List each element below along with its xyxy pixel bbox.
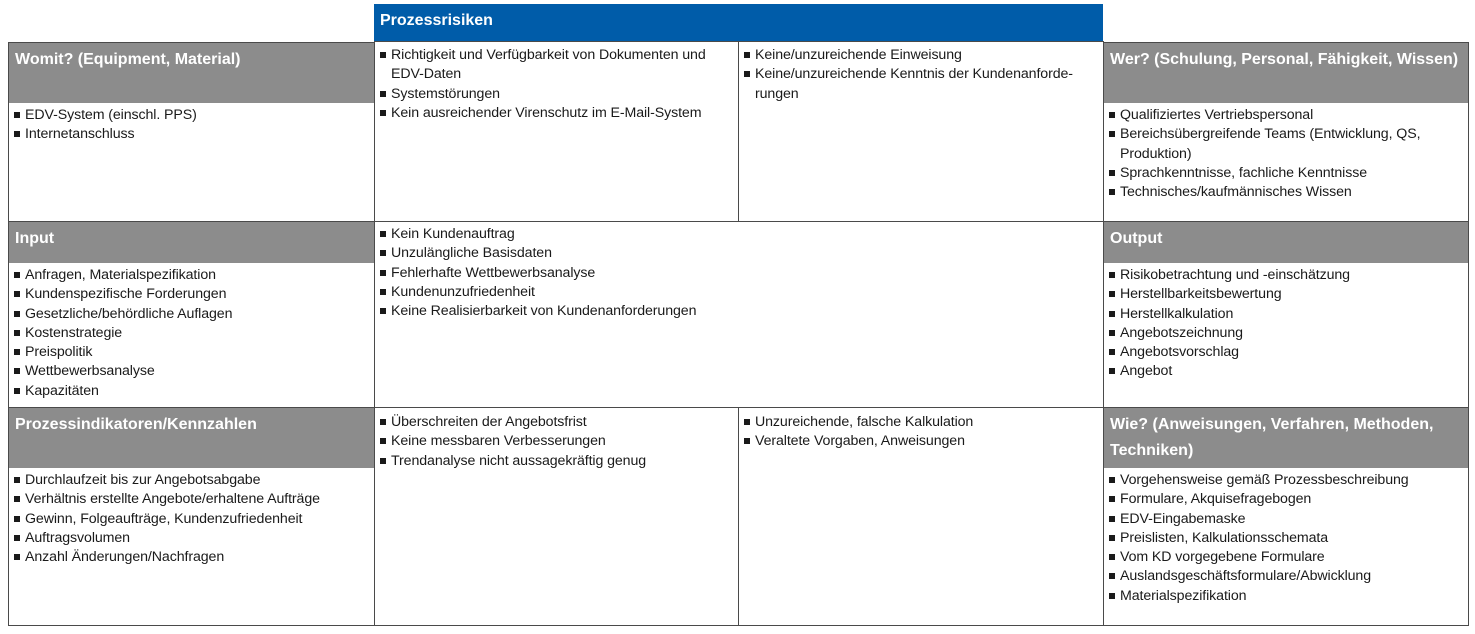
list-item: EDV-Eingabemaske [1109,510,1464,529]
risks-indicators-list [380,413,734,471]
indicators-cell [8,407,375,626]
list-item: Fehlerhafte Wettbewerbsanalyse [380,264,1099,283]
list-item: Herstellbarkeitsbewertung [1109,285,1464,304]
risks-equipment-cell [374,41,739,222]
list-item: Kapazitäten [14,382,370,401]
list-item: Anzahl Änderungen/Nachfragen [14,548,370,567]
list-item: Herstellkalkulation [1109,305,1464,324]
list-item: Überschreiten der Angebotsfrist [380,413,734,432]
indicators-list [14,471,370,567]
list-item: Technisches/kaufmännisches Wissen [1109,183,1464,202]
list-item: Sprachkenntnisse, fachliche Kenntnisse [1109,164,1464,183]
list-item: Angebotsvorschlag [1109,343,1464,362]
list-item: Unzureichende, falsche Kalkulation [744,413,1099,432]
list-item: Systemstörungen [380,85,730,104]
list-item: Keine messbaren Verbesserungen [380,432,734,451]
list-item: Gesetzliche/behördliche Auflagen [14,305,370,324]
process-risks-header: Prozessrisiken [374,4,1103,42]
list-item: Qualifiziertes Vertriebspersonal [1109,106,1464,125]
list-item: Auslandsgeschäftsformulare/Abwicklung [1109,567,1464,586]
womit-title: Womit? (Equipment, Material) [9,43,374,103]
wie-list [1109,471,1464,606]
list-item: Vom KD vorgegebene Formulare [1109,548,1464,567]
wer-title: Wer? (Schulung, Personal, Fähigkeit, Wissen) [1104,43,1468,103]
wie-title: Wie? (Anweisungen, Verfahren, Methoden, Techniken) [1104,408,1468,468]
list-item: Kostenstrategie [14,324,370,343]
indicators-title: Prozessindikatoren/Kennzahlen [9,408,374,468]
list-item: Angebotszeichnung [1109,324,1464,343]
list-item: Internetanschluss [14,125,370,144]
list-item: Trendanalyse nicht aussagekräftig genug [380,452,734,471]
risks-equipment-list [380,46,730,123]
list-item: Vorgehensweise gemäß Prozessbeschreibung [1109,471,1464,490]
output-cell [1103,221,1469,408]
list-item: Veraltete Vorgaben, Anweisungen [744,432,1099,451]
list-item: Risikobetrachtung und -einschätzung [1109,266,1464,285]
risks-process-list [380,225,1099,321]
input-title: Input [9,222,374,263]
output-title: Output [1104,222,1468,263]
list-item: Formulare, Akquisefragebogen [1109,490,1464,509]
input-cell [8,221,375,408]
wer-list [1109,106,1464,202]
risks-personnel-cell [738,41,1104,222]
list-item: Kein Kundenauftrag [380,225,1099,244]
list-item: Preislisten, Kalkulationsschemata [1109,529,1464,548]
list-item: Wettbewerbsanalyse [14,362,370,381]
list-item: EDV-System (einschl. PPS) [14,106,370,125]
womit-cell [8,42,375,222]
list-item: Kein ausreichender Virenschutz im E-Mail-System [380,104,730,123]
list-item: Keine/unzureichende Kenntnis der Kundenanforde-rungen [744,65,1097,104]
risks-process-cell [374,221,1104,408]
wer-cell [1103,42,1469,222]
list-item: Richtigkeit und Verfügbarkeit von Dokumenten und EDV-Daten [380,46,730,85]
wie-cell [1103,407,1469,626]
process-turtle-diagram [8,4,1469,626]
list-item: Durchlaufzeit bis zur Angebotsabgabe [14,471,370,490]
list-item: Bereichsübergreifende Teams (Entwicklung, QS, Produktion) [1109,125,1464,164]
womit-list [14,106,370,145]
list-item: Unzulängliche Basisdaten [380,244,1099,263]
list-item: Auftragsvolumen [14,529,370,548]
list-item: Kundenunzufriedenheit [380,283,1099,302]
list-item: Keine Realisierbarkeit von Kundenanforderungen [380,302,1099,321]
list-item: Keine/unzureichende Einweisung [744,46,1097,65]
output-list [1109,266,1464,382]
list-item: Verhältnis erstellte Angebote/erhaltene Aufträge [14,490,370,509]
list-item: Kundenspezifische Forderungen [14,285,370,304]
list-item: Anfragen, Materialspezifikation [14,266,370,285]
list-item: Gewinn, Folgeaufträge, Kundenzufriedenheit [14,510,370,529]
risks-methods-list [744,413,1099,452]
list-item: Materialspezifikation [1109,587,1464,606]
list-item: Angebot [1109,362,1464,381]
risks-methods-cell [738,407,1104,626]
risks-personnel-list [744,46,1097,104]
input-list [14,266,370,401]
list-item: Preispolitik [14,343,370,362]
risks-indicators-cell [374,407,739,626]
